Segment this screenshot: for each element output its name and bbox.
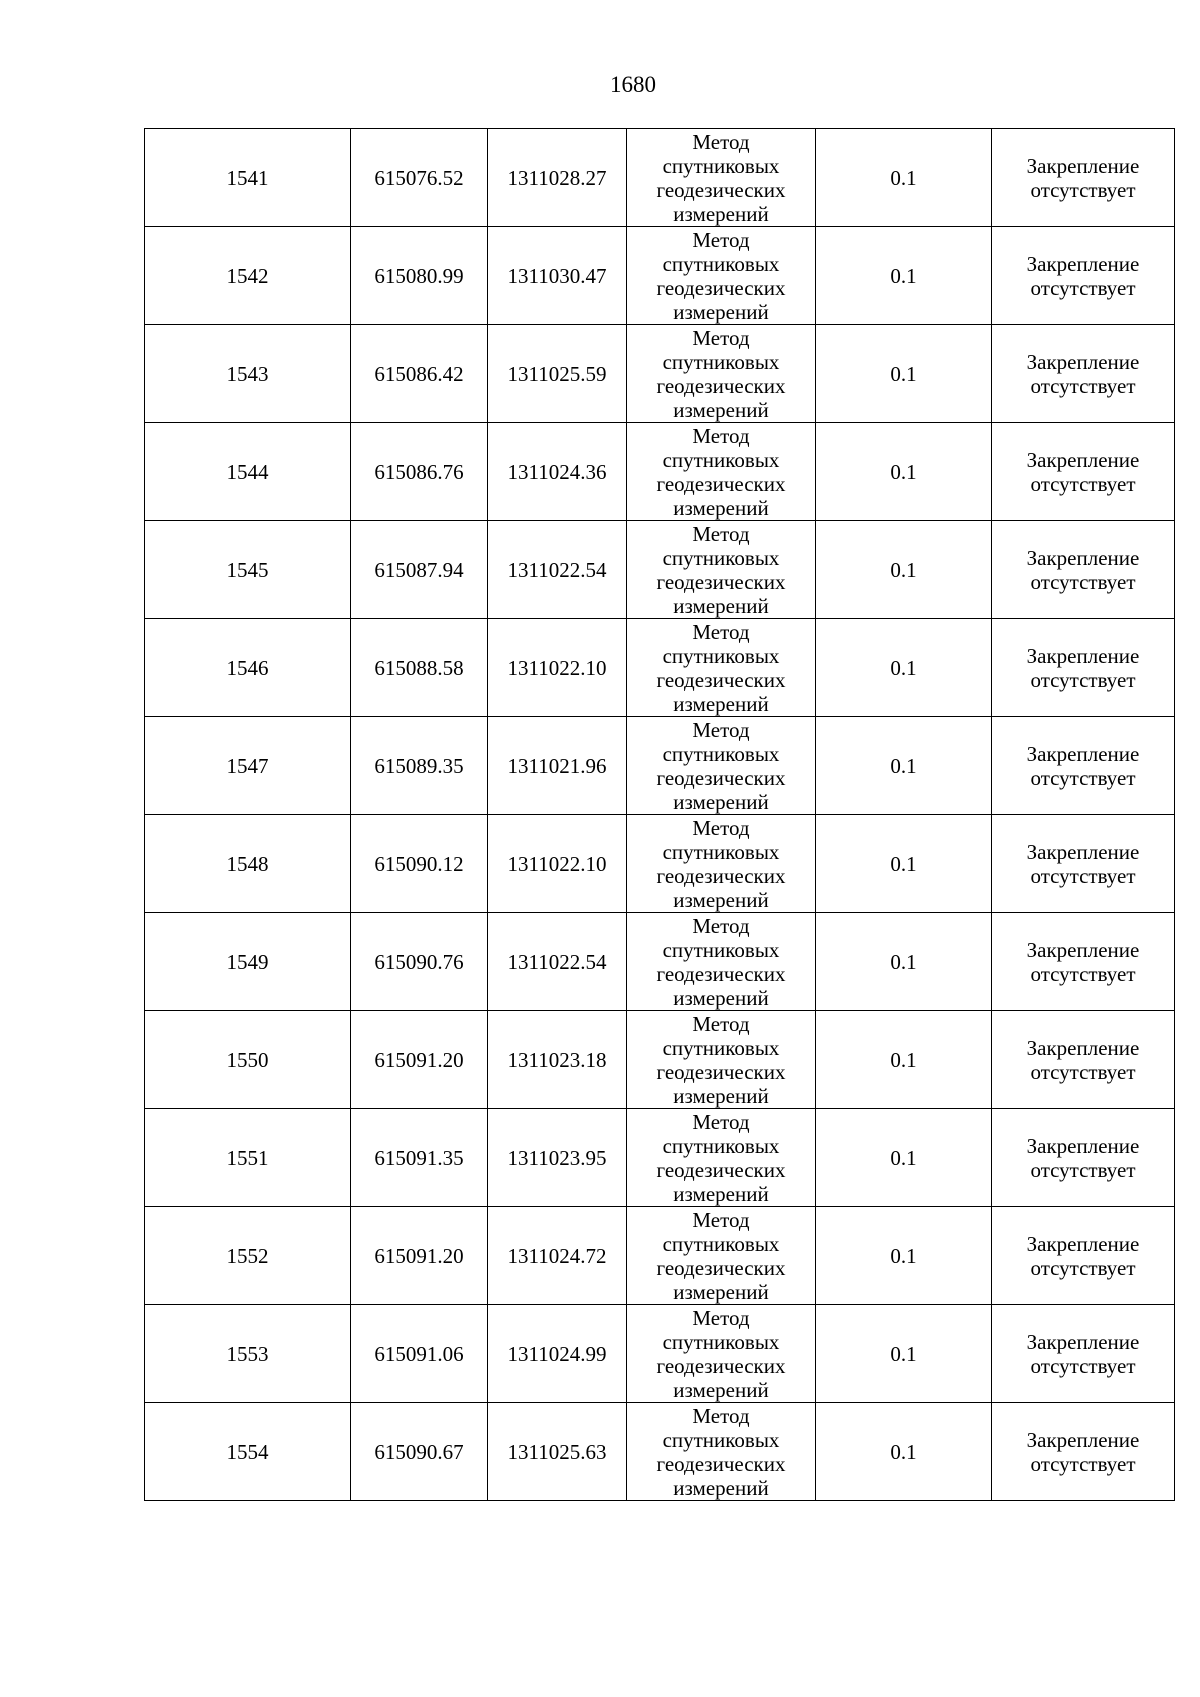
point-number-cell: 1542	[145, 227, 351, 325]
y-coordinate-cell: 1311023.95	[488, 1109, 627, 1207]
method-line: измерений	[673, 495, 769, 520]
y-coordinate-cell: 1311021.96	[488, 717, 627, 815]
y-coordinate-cell: 1311024.36	[488, 423, 627, 521]
point-number-cell: 1544	[145, 423, 351, 521]
method-line: спутниковых	[662, 741, 780, 766]
fixing-line: Закрепление	[1026, 349, 1140, 374]
method-line: спутниковых	[662, 1329, 780, 1354]
method-line: геодезических	[656, 961, 786, 986]
fixing-cell	[992, 619, 1175, 717]
accuracy-cell: 0.1	[816, 1305, 992, 1403]
accuracy-cell: 0.1	[816, 1109, 992, 1207]
x-coordinate-cell: 615087.94	[351, 521, 488, 619]
fixing-cell	[992, 1207, 1175, 1305]
method-line: измерений	[673, 985, 769, 1010]
accuracy-cell: 0.1	[816, 423, 992, 521]
fixing-cell	[992, 1011, 1175, 1109]
fixing-line: отсутствует	[1030, 471, 1136, 496]
point-number-cell: 1548	[145, 815, 351, 913]
method-line: Метод	[692, 1207, 750, 1232]
method-line: спутниковых	[662, 153, 780, 178]
point-number-cell: 1549	[145, 913, 351, 1011]
x-coordinate-cell: 615076.52	[351, 129, 488, 227]
fixing-line: отсутствует	[1030, 569, 1136, 594]
point-number-cell: 1554	[145, 1403, 351, 1501]
fixing-line: отсутствует	[1030, 1255, 1136, 1280]
y-coordinate-cell: 1311022.10	[488, 815, 627, 913]
table-body	[145, 129, 1175, 1501]
y-coordinate-cell: 1311024.72	[488, 1207, 627, 1305]
fixing-line: отсутствует	[1030, 373, 1136, 398]
method-line: измерений	[673, 1279, 769, 1304]
fixing-line: Закрепление	[1026, 1035, 1140, 1060]
fixing-line: Закрепление	[1026, 251, 1140, 276]
method-line: измерений	[673, 593, 769, 618]
x-coordinate-cell: 615091.06	[351, 1305, 488, 1403]
method-line: Метод	[692, 521, 750, 546]
method-line: Метод	[692, 1305, 750, 1330]
y-coordinate-cell: 1311028.27	[488, 129, 627, 227]
method-cell	[627, 227, 816, 325]
x-coordinate-cell: 615091.35	[351, 1109, 488, 1207]
point-number-cell: 1550	[145, 1011, 351, 1109]
x-coordinate-cell: 615088.58	[351, 619, 488, 717]
method-cell	[627, 1403, 816, 1501]
method-line: геодезических	[656, 1451, 786, 1476]
table-row	[145, 521, 1175, 619]
y-coordinate-cell: 1311030.47	[488, 227, 627, 325]
fixing-cell	[992, 913, 1175, 1011]
method-line: Метод	[692, 129, 750, 154]
fixing-line: отсутствует	[1030, 1059, 1136, 1084]
fixing-line: Закрепление	[1026, 741, 1140, 766]
method-cell	[627, 1109, 816, 1207]
fixing-cell	[992, 717, 1175, 815]
accuracy-cell: 0.1	[816, 521, 992, 619]
fixing-line: Закрепление	[1026, 937, 1140, 962]
method-cell	[627, 129, 816, 227]
method-line: геодезических	[656, 373, 786, 398]
table-row	[145, 1011, 1175, 1109]
method-line: спутниковых	[662, 839, 780, 864]
accuracy-cell: 0.1	[816, 227, 992, 325]
method-line: Метод	[692, 1403, 750, 1428]
method-line: измерений	[673, 1377, 769, 1402]
point-number-cell: 1545	[145, 521, 351, 619]
method-line: спутниковых	[662, 1133, 780, 1158]
accuracy-cell: 0.1	[816, 1403, 992, 1501]
accuracy-cell: 0.1	[816, 815, 992, 913]
method-line: измерений	[673, 299, 769, 324]
table-row	[145, 227, 1175, 325]
fixing-line: Закрепление	[1026, 1231, 1140, 1256]
method-line: геодезических	[656, 1157, 786, 1182]
method-line: Метод	[692, 815, 750, 840]
x-coordinate-cell: 615090.67	[351, 1403, 488, 1501]
fixing-cell	[992, 1109, 1175, 1207]
method-line: геодезических	[656, 275, 786, 300]
method-line: спутниковых	[662, 1035, 780, 1060]
x-coordinate-cell: 615086.42	[351, 325, 488, 423]
fixing-line: отсутствует	[1030, 863, 1136, 888]
method-cell	[627, 521, 816, 619]
x-coordinate-cell: 615086.76	[351, 423, 488, 521]
accuracy-cell: 0.1	[816, 913, 992, 1011]
method-line: геодезических	[656, 1255, 786, 1280]
method-line: измерений	[673, 397, 769, 422]
fixing-line: отсутствует	[1030, 961, 1136, 986]
x-coordinate-cell: 615091.20	[351, 1207, 488, 1305]
x-coordinate-cell: 615080.99	[351, 227, 488, 325]
method-line: геодезических	[656, 765, 786, 790]
method-line: спутниковых	[662, 447, 780, 472]
fixing-line: отсутствует	[1030, 667, 1136, 692]
fixing-cell	[992, 521, 1175, 619]
fixing-line: отсутствует	[1030, 1451, 1136, 1476]
method-cell	[627, 717, 816, 815]
method-line: Метод	[692, 1011, 750, 1036]
table-row	[145, 717, 1175, 815]
page-number: 1680	[610, 72, 656, 97]
fixing-line: Закрепление	[1026, 447, 1140, 472]
fixing-line: отсутствует	[1030, 177, 1136, 202]
method-cell	[627, 1011, 816, 1109]
table-row	[145, 1109, 1175, 1207]
y-coordinate-cell: 1311024.99	[488, 1305, 627, 1403]
y-coordinate-cell: 1311022.10	[488, 619, 627, 717]
y-coordinate-cell: 1311022.54	[488, 521, 627, 619]
method-line: геодезических	[656, 1353, 786, 1378]
method-cell	[627, 325, 816, 423]
table-row	[145, 129, 1175, 227]
method-line: спутниковых	[662, 1427, 780, 1452]
fixing-cell	[992, 129, 1175, 227]
y-coordinate-cell: 1311025.63	[488, 1403, 627, 1501]
method-line: спутниковых	[662, 937, 780, 962]
method-line: Метод	[692, 913, 750, 938]
coordinates-table	[144, 128, 1175, 1501]
fixing-cell	[992, 815, 1175, 913]
method-line: спутниковых	[662, 643, 780, 668]
method-line: измерений	[673, 789, 769, 814]
method-line: Метод	[692, 227, 750, 252]
accuracy-cell: 0.1	[816, 1011, 992, 1109]
fixing-line: Закрепление	[1026, 153, 1140, 178]
point-number-cell: 1553	[145, 1305, 351, 1403]
table-row	[145, 1305, 1175, 1403]
x-coordinate-cell: 615090.76	[351, 913, 488, 1011]
method-line: геодезических	[656, 471, 786, 496]
point-number-cell: 1546	[145, 619, 351, 717]
method-line: измерений	[673, 1181, 769, 1206]
y-coordinate-cell: 1311025.59	[488, 325, 627, 423]
method-line: измерений	[673, 887, 769, 912]
fixing-line: Закрепление	[1026, 1329, 1140, 1354]
method-line: Метод	[692, 423, 750, 448]
fixing-cell	[992, 227, 1175, 325]
fixing-cell	[992, 325, 1175, 423]
method-cell	[627, 815, 816, 913]
table-row	[145, 619, 1175, 717]
accuracy-cell: 0.1	[816, 129, 992, 227]
fixing-line: Закрепление	[1026, 545, 1140, 570]
fixing-line: отсутствует	[1030, 1353, 1136, 1378]
fixing-line: отсутствует	[1030, 275, 1136, 300]
fixing-cell	[992, 1305, 1175, 1403]
x-coordinate-cell: 615089.35	[351, 717, 488, 815]
method-cell	[627, 619, 816, 717]
fixing-line: отсутствует	[1030, 1157, 1136, 1182]
method-cell	[627, 1207, 816, 1305]
method-line: спутниковых	[662, 251, 780, 276]
method-cell	[627, 423, 816, 521]
point-number-cell: 1541	[145, 129, 351, 227]
method-line: измерений	[673, 1083, 769, 1108]
x-coordinate-cell: 615090.12	[351, 815, 488, 913]
y-coordinate-cell: 1311022.54	[488, 913, 627, 1011]
method-line: геодезических	[656, 863, 786, 888]
point-number-cell: 1547	[145, 717, 351, 815]
method-line: геодезических	[656, 177, 786, 202]
fixing-line: Закрепление	[1026, 1427, 1140, 1452]
table-row	[145, 815, 1175, 913]
method-line: измерений	[673, 201, 769, 226]
table-row	[145, 423, 1175, 521]
method-line: геодезических	[656, 667, 786, 692]
method-line: спутниковых	[662, 545, 780, 570]
method-line: геодезических	[656, 569, 786, 594]
y-coordinate-cell: 1311023.18	[488, 1011, 627, 1109]
point-number-cell: 1551	[145, 1109, 351, 1207]
accuracy-cell: 0.1	[816, 717, 992, 815]
method-line: Метод	[692, 1109, 750, 1134]
method-line: Метод	[692, 619, 750, 644]
fixing-cell	[992, 423, 1175, 521]
fixing-line: Закрепление	[1026, 839, 1140, 864]
point-number-cell: 1543	[145, 325, 351, 423]
method-cell	[627, 913, 816, 1011]
method-line: измерений	[673, 1475, 769, 1500]
accuracy-cell: 0.1	[816, 619, 992, 717]
method-line: спутниковых	[662, 1231, 780, 1256]
method-cell	[627, 1305, 816, 1403]
accuracy-cell: 0.1	[816, 1207, 992, 1305]
table-row	[145, 1207, 1175, 1305]
method-line: геодезических	[656, 1059, 786, 1084]
fixing-cell	[992, 1403, 1175, 1501]
method-line: спутниковых	[662, 349, 780, 374]
method-line: измерений	[673, 691, 769, 716]
x-coordinate-cell: 615091.20	[351, 1011, 488, 1109]
point-number-cell: 1552	[145, 1207, 351, 1305]
fixing-line: Закрепление	[1026, 643, 1140, 668]
table-row	[145, 1403, 1175, 1501]
method-line: Метод	[692, 717, 750, 742]
table-row	[145, 913, 1175, 1011]
table-row	[145, 325, 1175, 423]
fixing-line: отсутствует	[1030, 765, 1136, 790]
method-line: Метод	[692, 325, 750, 350]
fixing-line: Закрепление	[1026, 1133, 1140, 1158]
accuracy-cell: 0.1	[816, 325, 992, 423]
